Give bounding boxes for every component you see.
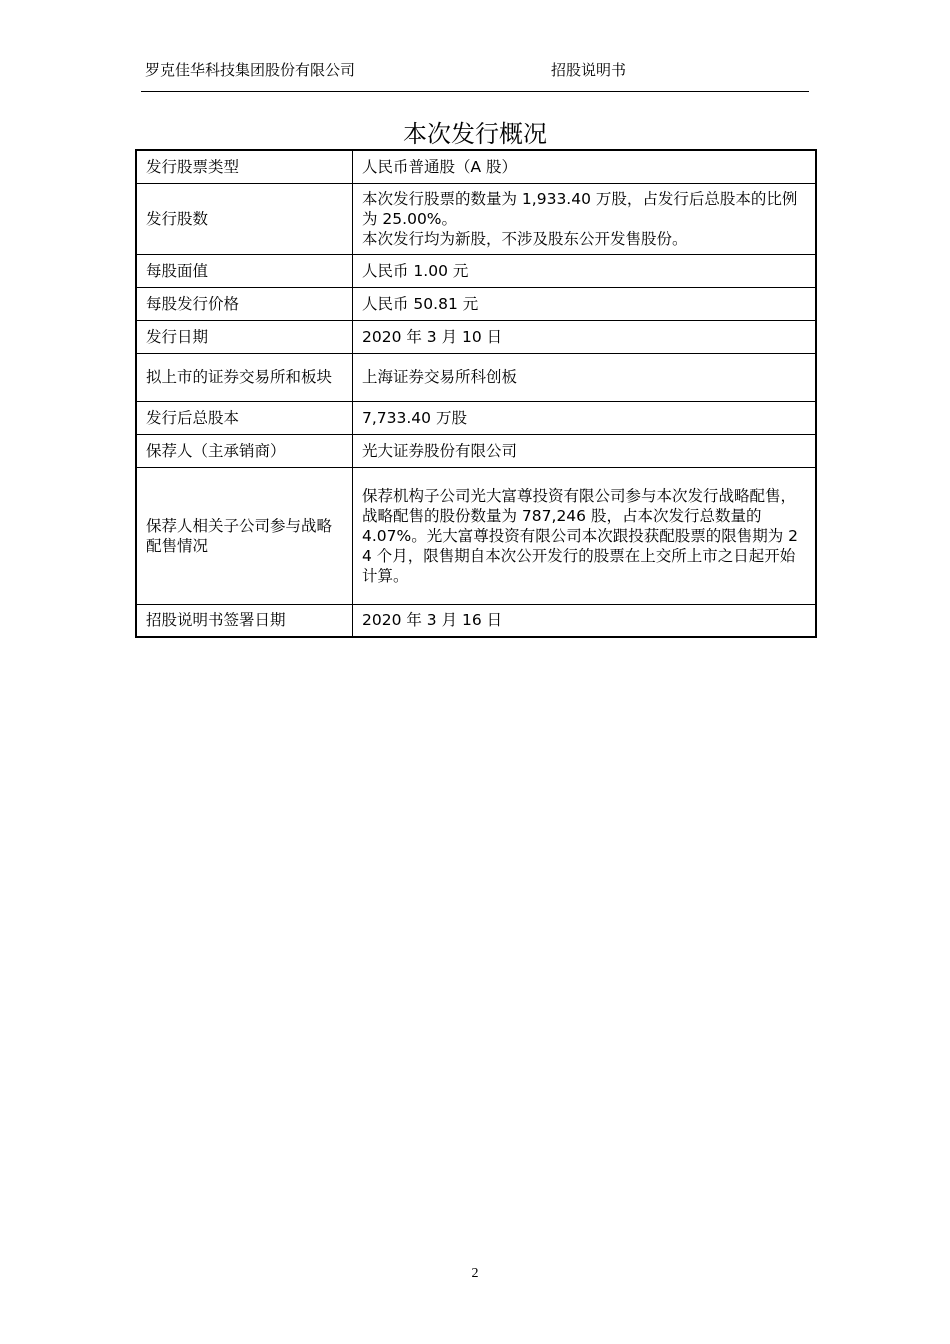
offering-overview-table [135, 149, 817, 638]
row-label: 发行日期 [136, 320, 353, 353]
row-value [353, 183, 817, 254]
table-row [136, 320, 816, 353]
page-title: 本次发行概况 [403, 120, 547, 148]
table-row [136, 183, 816, 254]
row-value: 光大证券股份有限公司 [353, 434, 817, 467]
table-row [136, 254, 816, 287]
table-row [136, 604, 816, 637]
row-label: 发行后总股本 [136, 401, 353, 434]
row-label: 保荐人（主承销商） [136, 434, 353, 467]
row-label: 发行股数 [136, 183, 353, 254]
header-document-type: 招股说明书 [551, 61, 627, 79]
row-label: 保荐人相关子公司参与战略配售情况 [136, 467, 353, 604]
table-row [136, 467, 816, 604]
row-value: 上海证券交易所科创板 [353, 353, 817, 401]
table-row [136, 353, 816, 401]
row-value: 7,733.40 万股 [353, 401, 817, 434]
row-value: 人民币普通股（A 股） [353, 150, 817, 183]
row-value [353, 467, 817, 604]
table-row [136, 287, 816, 320]
row-label: 招股说明书签署日期 [136, 604, 353, 637]
row-label: 发行股票类型 [136, 150, 353, 183]
row-label: 每股面值 [136, 254, 353, 287]
row-value: 2020 年 3 月 16 日 [353, 604, 817, 637]
table-row [136, 401, 816, 434]
header-company-name: 罗克佳华科技集团股份有限公司 [145, 61, 356, 79]
value-line: 保荐机构子公司光大富尊投资有限公司参与本次发行战略配售，战略配售的股份数量为 787,246 股，占本次发行总数量的 [362, 486, 797, 525]
value-line: 4.07%。光大富尊投资有限公司本次跟投获配股票的限售期为 24 个月，限售期自本次公开发行的股票在上交所上市之日起开始计算。 [362, 526, 799, 585]
row-value: 2020 年 3 月 10 日 [353, 320, 817, 353]
row-value: 人民币 50.81 元 [353, 287, 817, 320]
table-row [136, 434, 816, 467]
value-line: 本次发行均为新股，不涉及股东公开发售股份。 [362, 229, 688, 248]
row-value: 人民币 1.00 元 [353, 254, 817, 287]
table-row [136, 150, 816, 183]
value-line: 本次发行股票的数量为 1,933.40 万股，占发行后总股本的比例为 25.00%。 [362, 189, 798, 228]
header-divider [141, 91, 809, 92]
row-label: 拟上市的证券交易所和板块 [136, 353, 353, 401]
page-number: 2 [471, 1266, 479, 1281]
row-label: 每股发行价格 [136, 287, 353, 320]
